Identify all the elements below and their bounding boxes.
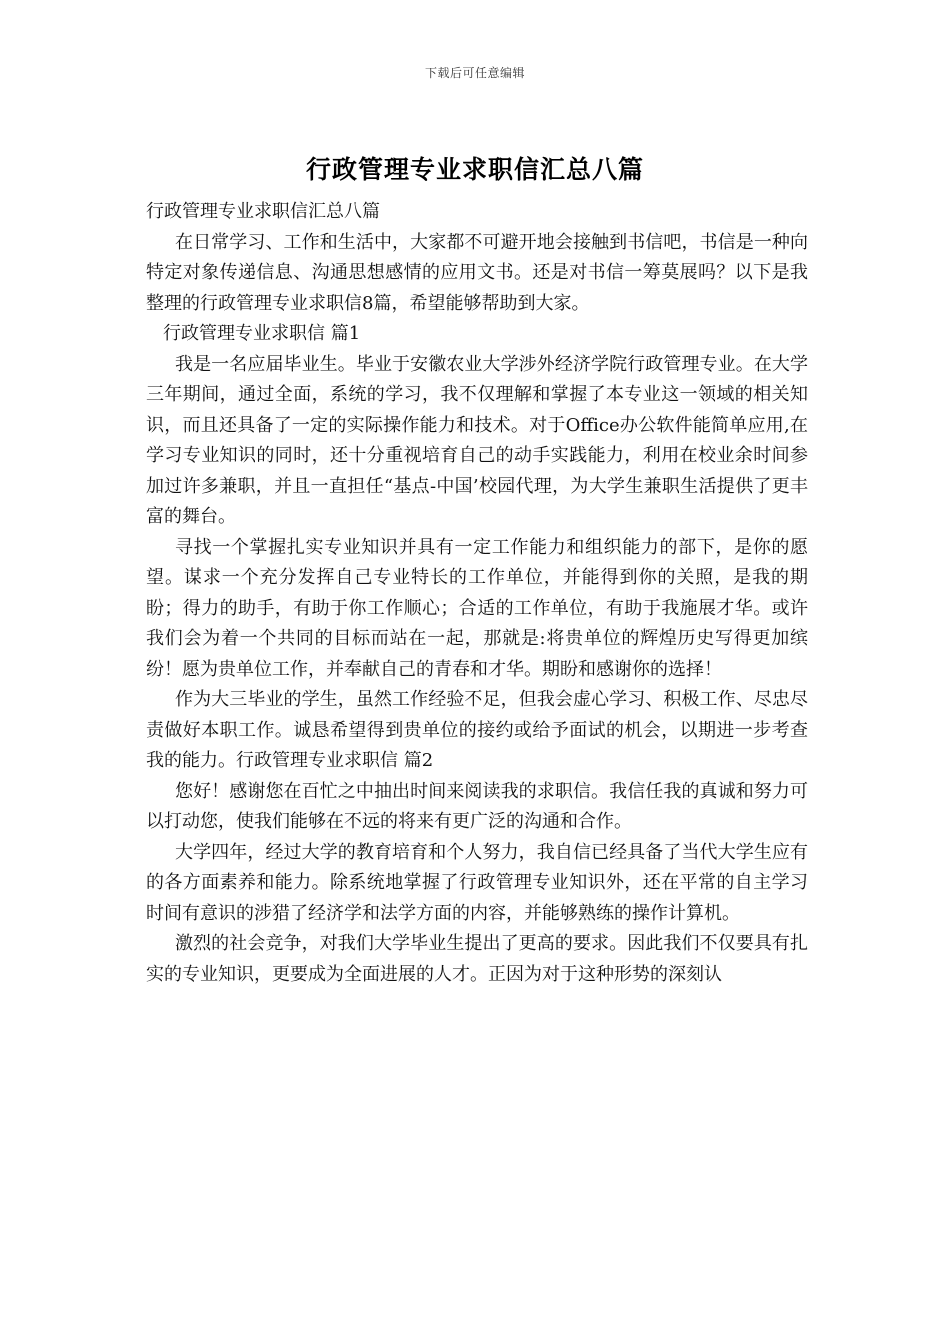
paragraph: 寻找一个掌握扎实专业知识并具有一定工作能力和组织能力的部下，是你的愿望。谋求一个充分发挥自己专业特长的工作单位，并能得到你的关照，是我的期盼；得力的助手，有助于你工作顺心；合适的工作单位，有助于我施展才华。或许我们会为着一个共同的目标而站在一起，那就是:将贵单位的辉煌历史写得更加缤纷！愿为贵单位工作，并奉献自己的青春和才华。期盼和感谢你的选择！ bbox=[146, 536, 808, 680]
document-subtitle: 行政管理专业求职信汇总八篇 bbox=[146, 201, 380, 222]
paragraph: 激烈的社会竞争，对我们大学毕业生提出了更高的要求。因此我们不仅要具有扎实的专业知识，更要成为全面进展的人才。正因为对于这种形势的深刻认 bbox=[146, 933, 808, 985]
document-title: 行政管理专业求职信汇总八篇 bbox=[305, 155, 644, 184]
paragraph: 我是一名应届毕业生。毕业于安徽农业大学涉外经济学院行政管理专业。在大学三年期间，通过全面，系统的学习，我不仅理解和掌握了本专业这一领域的相关知识，而且还具备了一定的实际操作能力和技术。对于Office办公软件能简单应用,在学习专业知识的同时，还十分重视培育自己的动手实践能力，利用在校业余时间参加过许多兼职，并且一直担任“基点-中国’校园代理，为大学生兼职生活提供了更丰富的舞台。 bbox=[146, 353, 808, 527]
paragraph: 大学四年，经过大学的教育培育和个人努力，我自信已经具备了当代大学生应有的各方面素养和能力。除系统地掌握了行政管理专业知识外，还在平常的自主学习时间有意识的涉猎了经济学和法学方面的内容，并能够熟练的操作计算机。 bbox=[146, 841, 808, 924]
header-note: 下载后可任意编辑 bbox=[424, 66, 525, 80]
section-heading-1: 行政管理专业求职信 篇1 bbox=[163, 323, 361, 344]
paragraph: 作为大三毕业的学生，虽然工作经验不足，但我会虚心学习、积极工作、尽忠尽责做好本职工作。诚恳希望得到贵单位的接约或给予面试的机会，以期进一步考查我的能力。行政管理专业求职信 篇2 bbox=[146, 689, 808, 771]
paragraph: 您好！感谢您在百忙之中抽出时间来阅读我的求职信。我信任我的真诚和努力可以打动您，使我们能够在不远的将来有更广泛的沟通和合作。 bbox=[146, 780, 808, 832]
document-body bbox=[146, 197, 808, 990]
paragraph-intro: 在日常学习、工作和生活中，大家都不可避开地会接触到书信吧，书信是一种向特定对象传递信息、沟通思想感情的应用文书。还是对书信一筹莫展吗？以下是我整理的行政管理专业求职信8篇，希望能够帮助到大家。 bbox=[146, 231, 808, 314]
